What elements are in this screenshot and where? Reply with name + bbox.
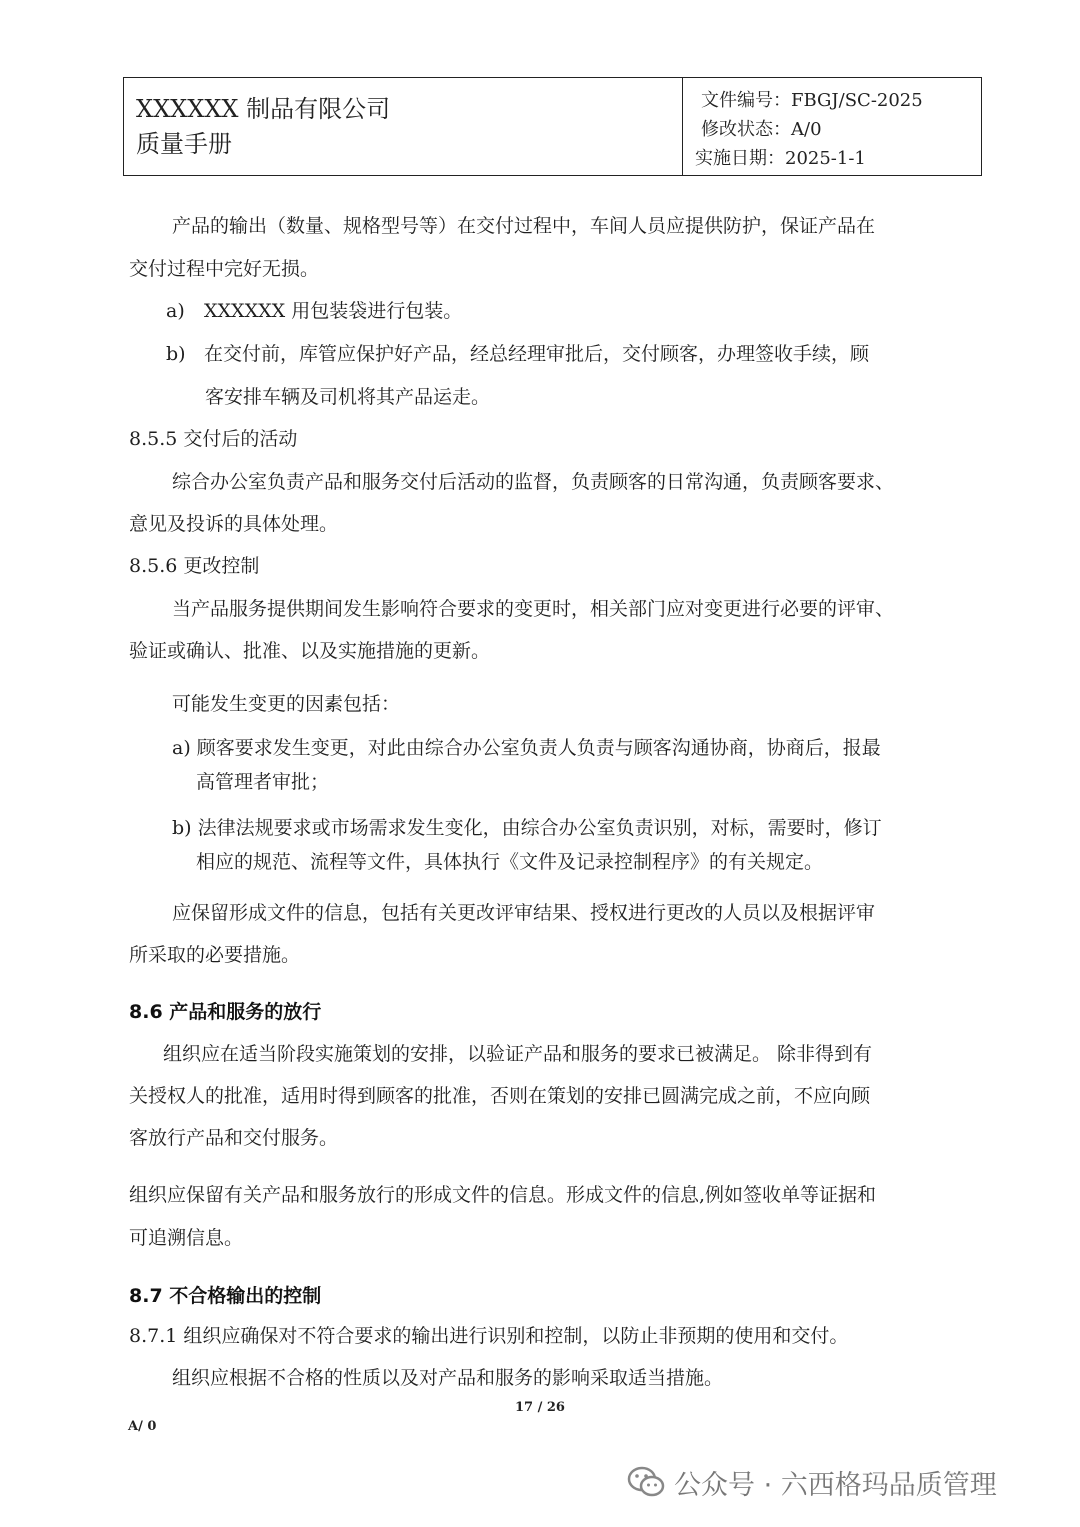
wechat-icon [626, 1465, 666, 1499]
section-heading-8-5-6: 8.5.6 更改控制 [129, 555, 260, 577]
paragraph-line: 应保留形成文件的信息，包括有关更改评审结果、授权进行更改的人员以及根据评审 [172, 902, 876, 924]
header-right-cell [683, 78, 981, 175]
list-item-a [166, 290, 462, 333]
factor-item-a: a) 顾客要求发生变更，对此由综合办公室负责人负责与顾客沟通协商，协商后，报最 [172, 737, 881, 759]
factor-item-b: b) 法律法规要求或市场需求发生变化，由综合办公室负责识别，对标，需要时，修订 [172, 817, 882, 839]
paragraph-line: 相应的规范、流程等文件，具体执行《文件及记录控制程序》的有关规定。 [196, 851, 824, 873]
paragraph-line: 组织应在适当阶段实施策划的安排，以验证产品和服务的要求已被满足。 除非得到有 [163, 1043, 873, 1065]
effective-date: 实施日期：2025-1-1 [695, 148, 866, 169]
paragraph-line: 客安排车辆及司机将其产品运走。 [205, 386, 491, 408]
paragraph-line: 产品的输出（数量、规格型号等）在交付过程中，车间人员应提供防护，保证产品在 [172, 215, 876, 237]
paragraph-line: 所采取的必要措施。 [129, 944, 301, 966]
paragraph-line: 可追溯信息。 [129, 1227, 244, 1249]
list-item-b [166, 333, 869, 376]
paragraph-line: 客放行产品和交付服务。 [129, 1127, 339, 1149]
list-label: b) [166, 343, 186, 365]
paragraph-line: 8.7.1 组织应确保对不符合要求的输出进行识别和控制，以防止非预期的使用和交付。 [129, 1325, 849, 1347]
header-left-cell [124, 78, 683, 175]
paragraph-line: 组织应根据不合格的性质以及对产品和服务的影响采取适当措施。 [172, 1367, 724, 1389]
watermark-text: 公众号 · 六西格玛品质管理 [674, 1469, 997, 1501]
company-name: XXXXXX 制品有限公司 [136, 95, 391, 123]
paragraph-line: 组织应保留有关产品和服务放行的形成文件的信息。形成文件的信息,例如签收单等证据和 [129, 1184, 877, 1206]
section-heading-8-5-5: 8.5.5 交付后的活动 [129, 428, 298, 450]
document-header [123, 77, 982, 176]
section-heading-8-6: 8.6 产品和服务的放行 [129, 1001, 322, 1023]
watermark [626, 1460, 997, 1504]
list-text: 在交付前，库管应保护好产品，经总经理审批后，交付顾客，办理签收手续，顾 [204, 343, 870, 365]
paragraph-line: 验证或确认、批准、以及实施措施的更新。 [129, 640, 491, 662]
page-number: 17 / 26 [515, 1400, 565, 1415]
paragraph-line: 交付过程中完好无损。 [129, 258, 320, 280]
list-text: XXXXXX 用包装袋进行包装。 [204, 300, 463, 322]
document-number: 文件编号：FBGJ/SC-2025 [701, 90, 923, 111]
paragraph-line: 综合办公室负责产品和服务交付后活动的监督，负责顾客的日常沟通，负责顾客要求、 [172, 471, 895, 493]
revision-status: 修改状态：A/0 [701, 119, 822, 140]
manual-title: 质量手册 [136, 130, 232, 158]
paragraph-line: 高管理者审批； [196, 771, 330, 793]
list-label: a) [166, 300, 185, 322]
section-heading-8-7: 8.7 不合格输出的控制 [129, 1285, 322, 1307]
paragraph-line: 意见及投诉的具体处理。 [129, 513, 339, 535]
paragraph-line: 关授权人的批准，适用时得到顾客的批准，否则在策划的安排已圆满完成之前，不应向顾 [129, 1085, 871, 1107]
footer-revision: A/ 0 [128, 1419, 157, 1434]
paragraph-line: 当产品服务提供期间发生影响符合要求的变更时，相关部门应对变更进行必要的评审、 [172, 598, 895, 620]
paragraph-line: 可能发生变更的因素包括： [172, 693, 401, 715]
